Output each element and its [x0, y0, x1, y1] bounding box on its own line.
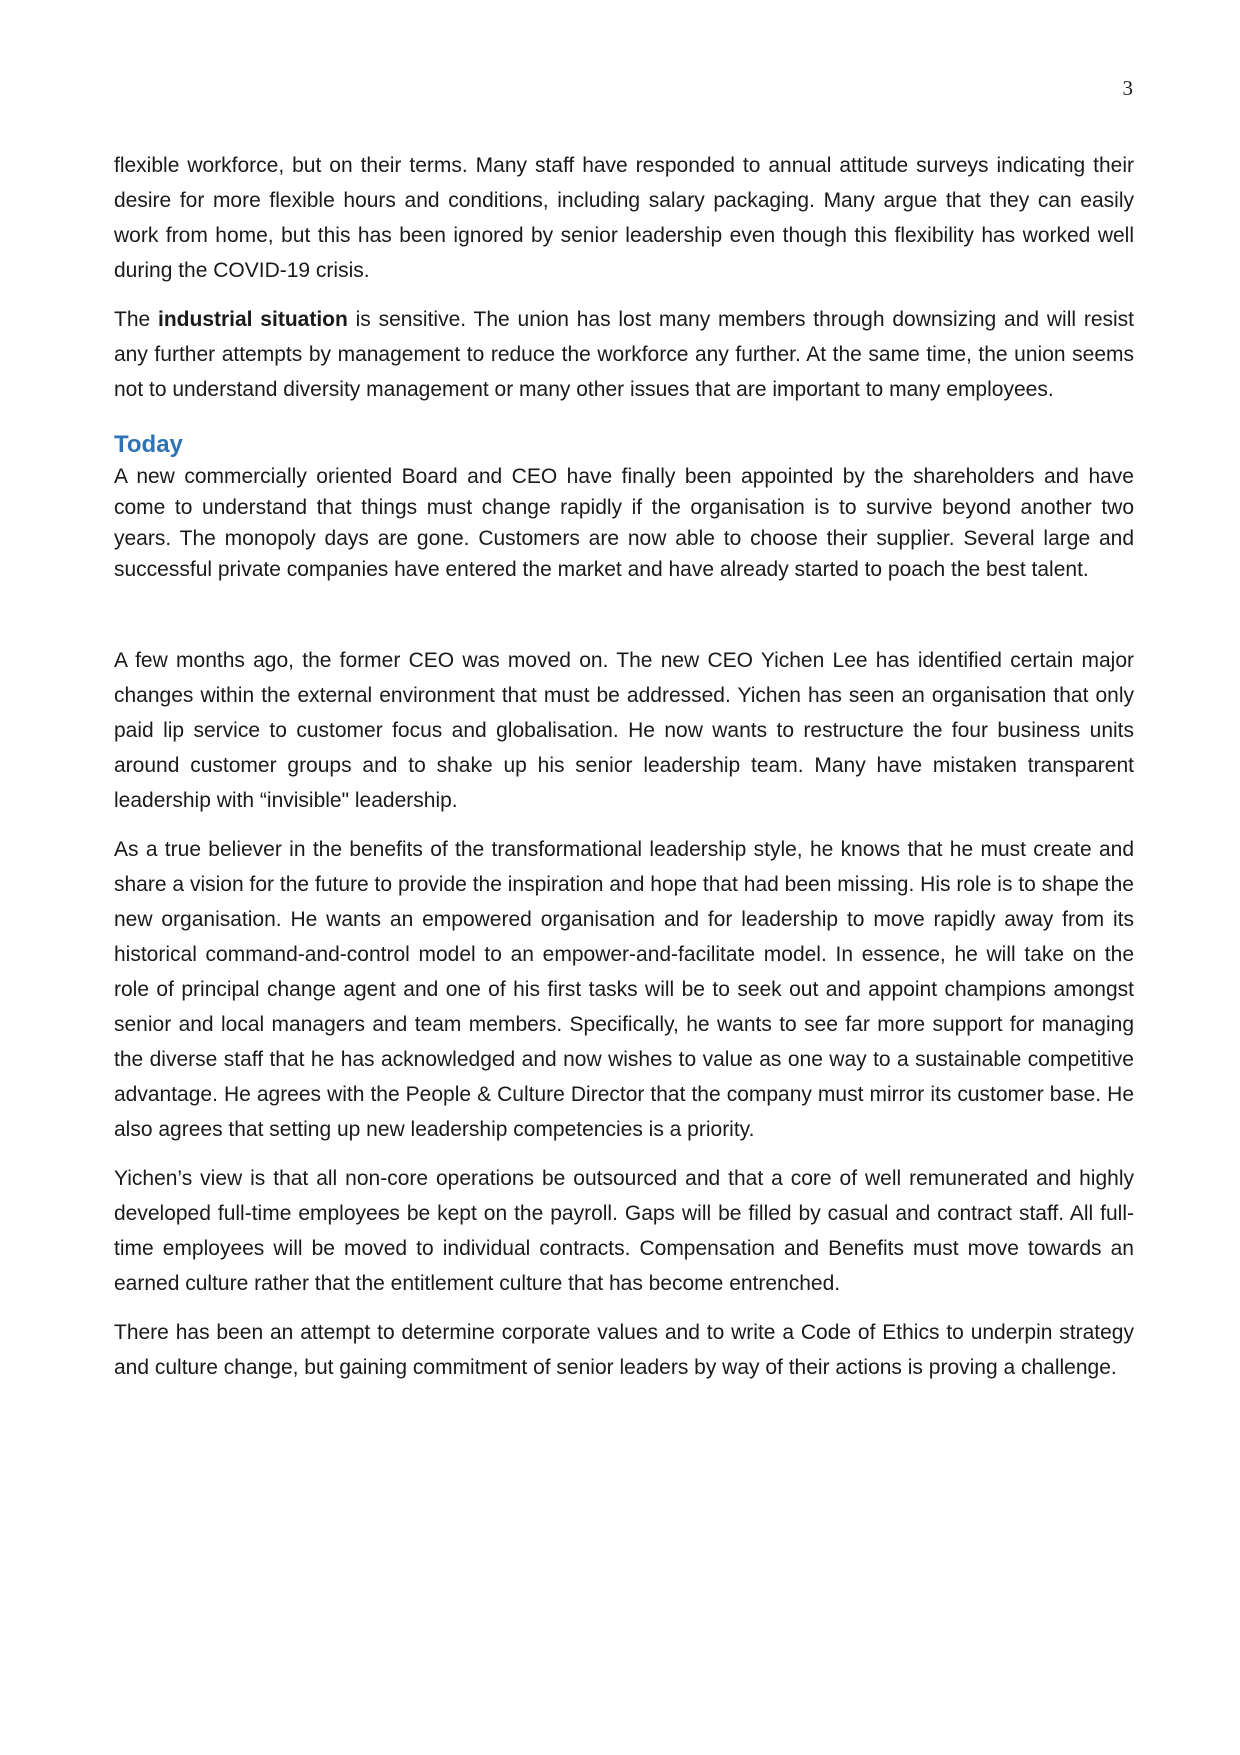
document-body [114, 148, 1134, 1399]
paragraph-text: is sensitive. The union has lost many members through downsizing and will resist any further attempts by management to reduce the workforce any further. At the same time, the union seems not to understand diversity management or many other issues that are important to many employees. [114, 308, 1135, 401]
paragraph-new-board: A new commercially oriented Board and CEO have finally been appointed by the shareholders and have come to understand that things must change rapidly if the organisation is to survive beyond another two years. The monopoly days are gone. Customers are now able to choose their supplier. Several large and successful private companies have entered the market and have already started to poach the best talent. [114, 465, 1134, 581]
paragraph-code-of-ethics: There has been an attempt to determine corporate values and to write a Code of Ethics to underpin strategy and culture change, but gaining commitment of senior leaders by way of their actions is proving a challenge. [114, 1321, 1134, 1379]
paragraph-text: The [114, 308, 158, 331]
bold-term-industrial-situation: industrial situation [158, 308, 348, 331]
paragraph-transformational-leadership: As a true believer in the benefits of the transformational leadership style, he knows that he must create and share a vision for the future to provide the inspiration and hope that had been missing. His role is to shape the new organisation. He wants an empowered organisation and for leadership to move rapidly away from its historical command-and-control model to an empower-and-facilitate model. In essence, he will take on the role of principal change agent and one of his first tasks will be to seek out and appoint champions amongst senior and local managers and team members. Specifically, he wants to see far more support for managing the diverse staff that he has acknowledged and now wishes to value as one way to a sustainable competitive advantage. He agrees with the People & Culture Director that the company must mirror its customer base. He also agrees that setting up new leadership competencies is a priority. [114, 838, 1134, 1141]
paragraph-flexible-workforce: flexible workforce, but on their terms. Many staff have responded to annual attitude surveys indicating their desire for more flexible hours and conditions, including salary packaging. Many argue that they can easily work from home, but this has been ignored by senior leadership even though this flexibility has worked well during the COVID-19 crisis. [114, 154, 1134, 282]
blank-line [114, 585, 1134, 643]
paragraph-industrial-situation [114, 302, 1134, 407]
paragraph-former-ceo: A few months ago, the former CEO was moved on. The new CEO Yichen Lee has identified certain major changes within the external environment that must be addressed. Yichen has seen an organisation that only paid lip service to customer focus and globalisation. He now wants to restructure the four business units around customer groups and to shake up his senior leadership team. Many have mistaken transparent leadership with “invisible" leadership. [114, 649, 1134, 812]
page-number: 3 [1122, 76, 1133, 100]
section-heading-today: Today [114, 431, 183, 458]
paragraph-outsourcing-view: Yichen’s view is that all non-core operations be outsourced and that a core of well remunerated and highly developed full-time employees be kept on the payroll. Gaps will be filled by casual and contract staff. All full-time employees will be moved to individual contracts. Compensation and Benefits must move towards an earned culture rather that the entitlement culture that has become entrenched. [114, 1167, 1134, 1295]
